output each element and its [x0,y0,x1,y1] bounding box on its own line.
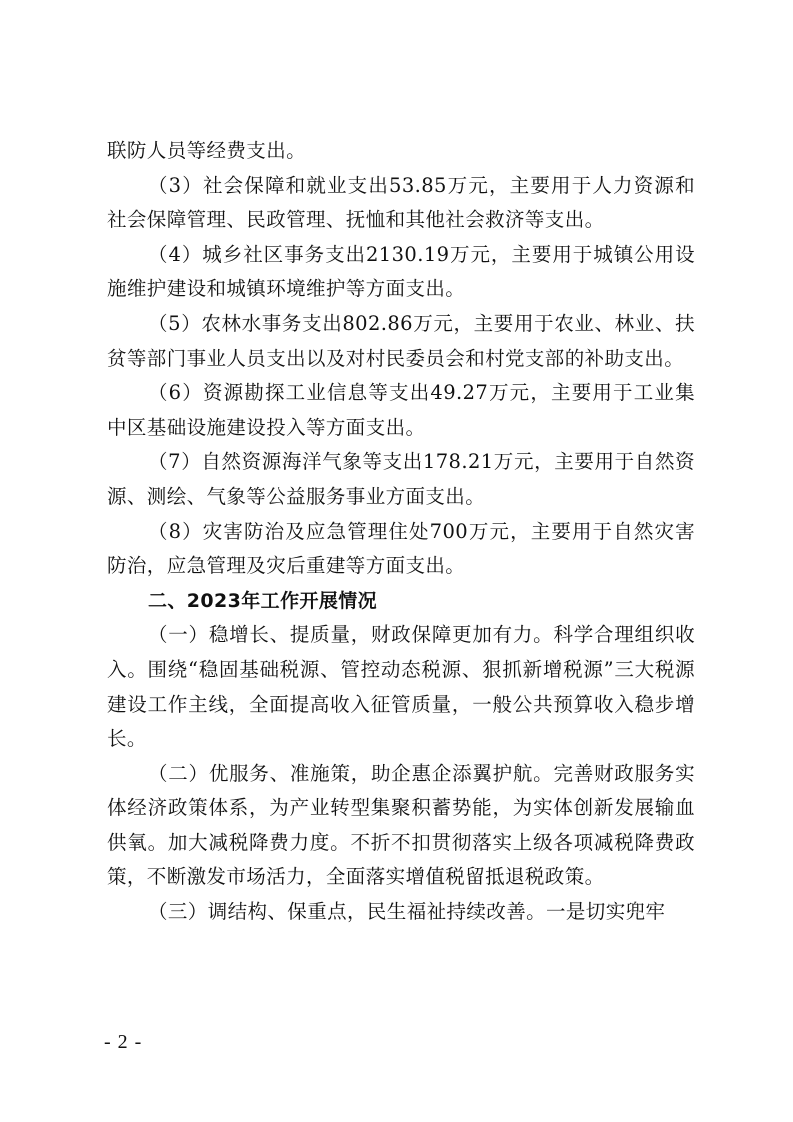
page-number: - 2 - [104,1031,143,1053]
paragraph-item-8: （8）灾害防治及应急管理住处700万元，主要用于自然灾害防治，应急管理及灾后重建等方面支出。 [107,519,695,578]
section-heading: 二、2023年工作开展情况 [148,589,378,612]
paragraph-item-6: （6）资源勘探工业信息等支出49.27万元，主要用于工业集中区基础设施建设投入等方面支出。 [107,381,695,439]
paragraph-section-1: （一）稳增长、提质量，财政保障更加有力。科学合理组织收入。围绕“稳固基础税源、管控动态税源、狠抓新增税源”三大税源建设工作主线，全面提高收入征管质量，一般公共预算收入稳步增长。 [107,623,695,751]
paragraph-item-3: （3）社会保障和就业支出53.85万元，主要用于人力资源和社会保障管理、民政管理、抚恤和其他社会救济等支出。 [107,173,695,232]
paragraph-item-4: （4）城乡社区事务支出2130.19万元，主要用于城镇公用设施维护建设和城镇环境维护等方面支出。 [107,242,695,301]
paragraph-item-7: （7）自然资源海洋气象等支出178.21万元，主要用于自然资源、测绘、气象等公益服务事业方面支出。 [107,450,695,508]
paragraph-section-2: （二）优服务、准施策，助企惠企添翼护航。完善财政服务实体经济政策体系，为产业转型集聚积蓄势能，为实体创新发展输血供氧。加大减税降费力度。不折不扣贯彻落实上级各项减税降费政策，不断激发市场活力，全面落实增值税留抵退税政策。 [107,761,695,889]
paragraph-continuation: 联防人员等经费支出。 [107,139,307,162]
paragraph-item-5: （5）农林水事务支出802.86万元，主要用于农业、林业、扶贫等部门事业人员支出以及对村民委员会和村党支部的补助支出。 [107,311,695,370]
paragraph-section-3: （三）调结构、保重点，民生福祉持续改善。一是切实兜牢 [148,900,666,924]
document-body [107,134,695,930]
